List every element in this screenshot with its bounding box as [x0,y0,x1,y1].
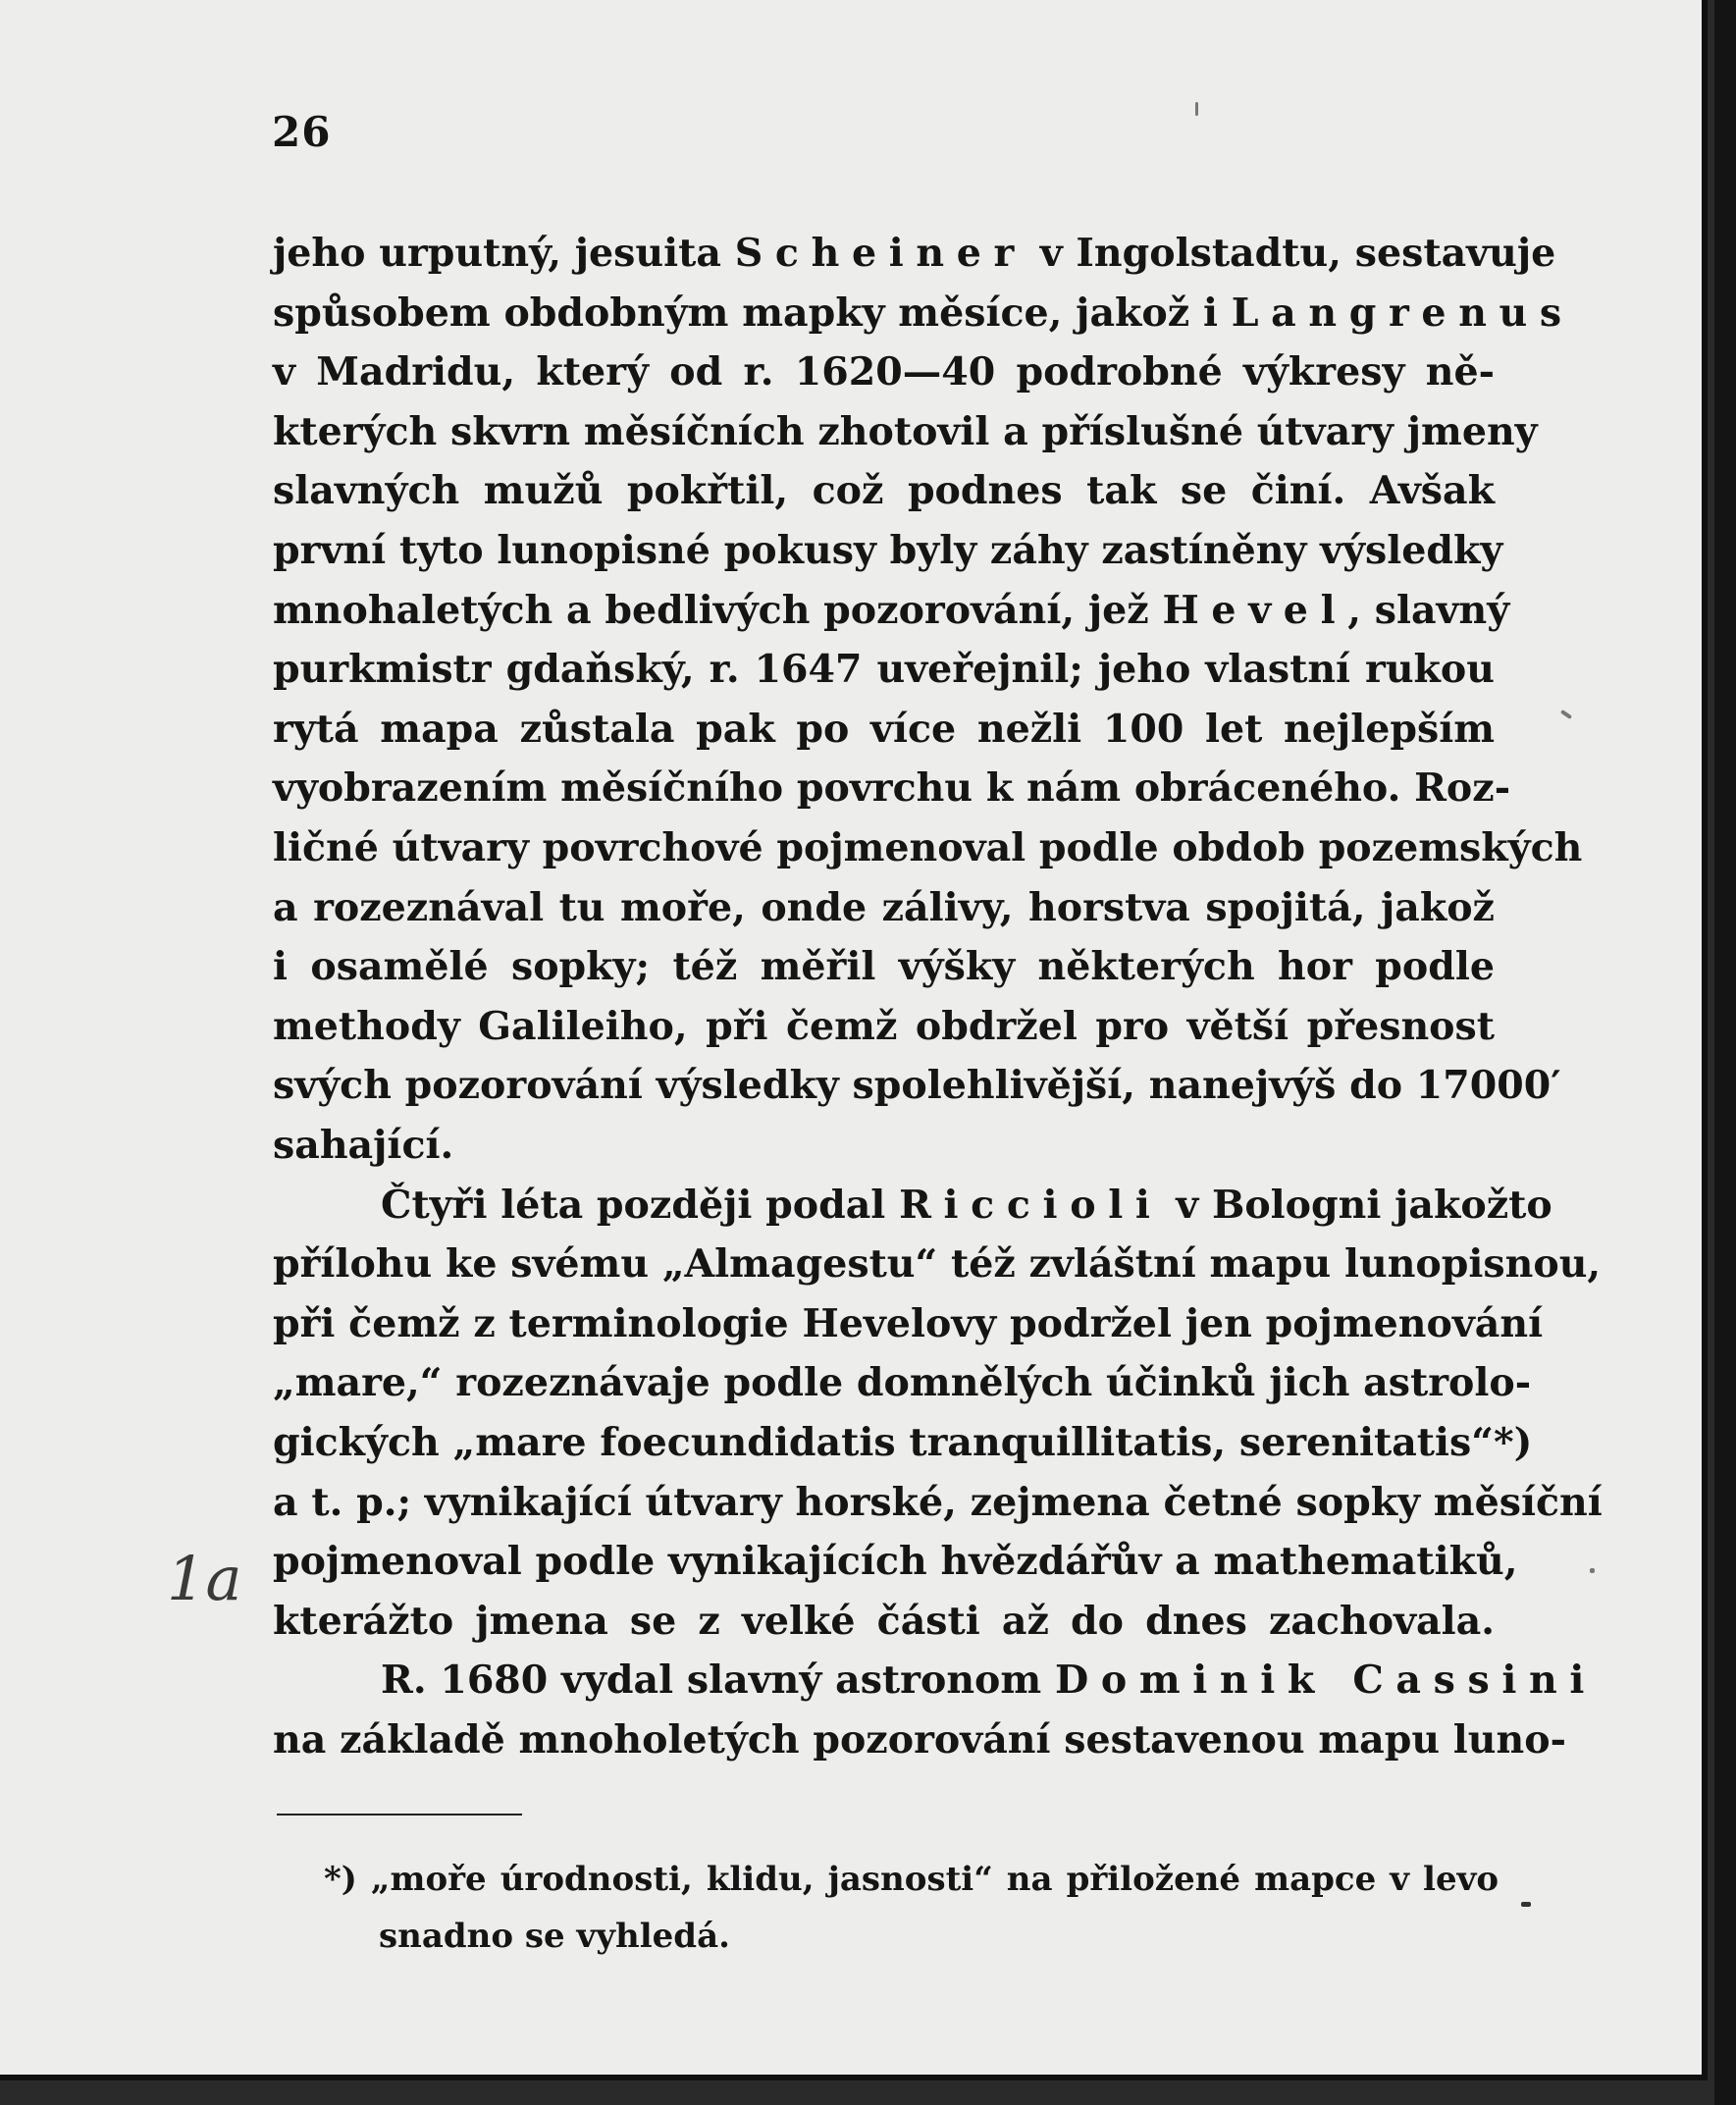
text-line [381,1176,1552,1235]
text-line [273,1592,1495,1651]
page-number: 26 [272,108,332,156]
text-line [273,1413,1533,1472]
text-line [273,818,1583,877]
text-run: i osamělé sopky; též měřil výšky některých hor podle [273,944,1495,990]
text-run: sahající. [273,1123,454,1168]
footnote-line [324,1851,1499,1908]
footnote-text: snadno se vyhledá. [379,1917,730,1956]
text-line [273,1056,1561,1115]
spaced-name: Scheiner [734,231,1026,276]
text-run: svých pozorování výsledky spolehlivější, nanejvýš do 17000′ [273,1063,1561,1109]
footnote-line [379,1908,1556,1965]
text-run: vyobrazením měsíčního povrchu k nám obráceného. Roz- [273,765,1511,812]
text-line [273,1116,1495,1175]
text-run: v Ingolstadtu, sestavuje [1026,231,1556,276]
text-run: v Madridu, který od r. 1620—40 podrobné výkresy ně- [273,349,1495,395]
text-line [273,1353,1532,1412]
footnote-separator [277,1814,522,1816]
page-speck [1195,102,1198,116]
spaced-name: Dominik Cassini [1054,1658,1598,1704]
text-run: první tyto lunopisné pokusy byly záhy zastíněny výsledky [273,528,1503,573]
text-line [273,1710,1566,1769]
text-run: a t. p.; vynikající útvary horské, zejmena četné sopky měsíční [273,1479,1603,1525]
spaced-name: Langrenus [1231,289,1574,336]
text-line [273,700,1495,759]
text-line [273,461,1495,520]
text-run: mnohaletých a bedlivých pozorování, jež [273,587,1163,633]
text-line [273,581,1510,640]
text-run: v Bologni jakožto [1162,1182,1552,1228]
text-line [273,342,1495,401]
text-line [273,640,1495,699]
text-line [273,937,1495,996]
spaced-name: Riccioli [899,1182,1163,1228]
text-line [273,1532,1518,1591]
text-run: jeho urputný, jesuita [273,231,735,276]
text-line [273,284,1574,342]
spaced-name: Hevel [1162,587,1348,633]
page-speck [1590,1568,1595,1573]
text-line [273,759,1511,817]
text-run: při čemž z terminologie Hevelovy podržel jen pojmenování [273,1300,1544,1346]
text-run: „mare,“ rozeznávaje podle domnělých účinků jich astrolo- [273,1360,1532,1406]
text-run: spůsobem obdobným mapky měsíce, jakož i [273,289,1232,336]
page-speck [1560,710,1572,719]
text-line [273,224,1556,283]
page-speck [1521,1902,1531,1907]
text-line [273,1473,1603,1532]
text-run: rytá mapa zůstala pak po více nežli 100 let nejlepším [273,706,1495,752]
text-line [273,1294,1544,1353]
text-line [381,1651,1598,1710]
page-spine-shadow [1714,0,1736,2105]
text-line [273,878,1495,937]
text-run: kterážto jmena se z velké části až do dnes zachovala. [273,1598,1495,1644]
text-run: ličné útvary povrchové pojmenoval podle obdob pozemských [273,825,1583,870]
text-line [273,997,1495,1056]
text-run: kterých skvrn měsíčních zhotovil a příslušné útvary jmeny [273,408,1538,454]
text-run: pojmenoval podle vynikajících hvězdářův a mathematiků, [273,1539,1518,1585]
text-run: , slavný [1347,587,1510,633]
text-run: purkmistr gdaňský, r. 1647 uveřejnil; jeho vlastní rukou [273,647,1495,693]
text-line [273,521,1503,580]
footnote-marker: *) [324,1860,357,1899]
text-line [273,1235,1602,1293]
text-run: R. 1680 vydal slavný astronom [381,1658,1055,1704]
text-run: přílohu ke svému „Almagestu“ též zvláštní mapu lunopisnou, [273,1241,1602,1288]
text-line [273,402,1538,461]
text-run: na základě mnoholetých pozorování sestavenou mapu luno- [273,1717,1566,1763]
text-run: methody Galileiho, při čemž obdržel pro větší přesnost [273,1003,1495,1049]
text-run: Čtyři léta později podal [381,1182,900,1228]
footnote-text: „moře úrodnosti, klidu, jasnosti“ na přiložené mapce v levo [370,1860,1499,1899]
text-run: gických „mare foecundidatis tranquillitatis, serenitatis“*) [273,1420,1533,1465]
text-run: slavných mužů pokřtil, což podnes tak se činí. Avšak [273,468,1495,514]
text-run: a rozeznával tu moře, onde zálivy, horstva spojitá, jakož [273,884,1495,930]
margin-note-handwritten: 1a [167,1543,242,1614]
